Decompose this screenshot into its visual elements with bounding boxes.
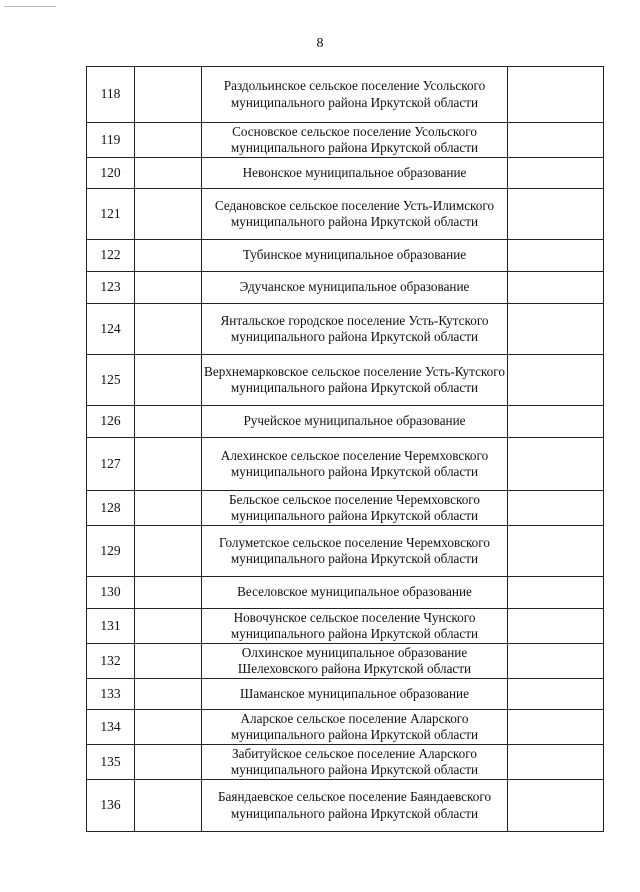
empty-cell bbox=[508, 491, 604, 526]
empty-cell bbox=[135, 406, 202, 438]
municipality-name: Янтальское городское поселение Усть-Кутского муниципального района Иркутской области bbox=[202, 304, 508, 355]
municipality-name: Сосновское сельское поселение Усольского муниципального района Иркутской области bbox=[202, 123, 508, 158]
municipality-name: Тубинское муниципальное образование bbox=[202, 240, 508, 272]
row-number: 120 bbox=[87, 158, 135, 189]
municipality-name: Шаманское муниципальное образование bbox=[202, 679, 508, 710]
empty-cell bbox=[508, 123, 604, 158]
municipality-name: Верхнемарковское сельское поселение Усть-Кутского муниципального района Иркутской области bbox=[202, 355, 508, 406]
row-number: 130 bbox=[87, 577, 135, 609]
table-row bbox=[87, 304, 604, 355]
top-edge-line bbox=[4, 6, 56, 7]
empty-cell bbox=[508, 644, 604, 679]
table-row bbox=[87, 240, 604, 272]
row-number: 129 bbox=[87, 526, 135, 577]
empty-cell bbox=[508, 189, 604, 240]
table-row bbox=[87, 123, 604, 158]
table-row bbox=[87, 438, 604, 491]
empty-cell bbox=[135, 272, 202, 304]
municipality-name: Седановское сельское поселение Усть-Илимского муниципального района Иркутской области bbox=[202, 189, 508, 240]
empty-cell bbox=[135, 780, 202, 832]
empty-cell bbox=[508, 780, 604, 832]
table-row bbox=[87, 355, 604, 406]
empty-cell bbox=[508, 526, 604, 577]
row-number: 126 bbox=[87, 406, 135, 438]
row-number: 131 bbox=[87, 609, 135, 644]
table-row bbox=[87, 272, 604, 304]
row-number: 118 bbox=[87, 67, 135, 123]
municipality-name: Новочунское сельское поселение Чунского муниципального района Иркутской области bbox=[202, 609, 508, 644]
table-row bbox=[87, 189, 604, 240]
empty-cell bbox=[508, 406, 604, 438]
empty-cell bbox=[508, 577, 604, 609]
empty-cell bbox=[135, 189, 202, 240]
empty-cell bbox=[508, 304, 604, 355]
empty-cell bbox=[135, 355, 202, 406]
table-row bbox=[87, 609, 604, 644]
municipality-name: Веселовское муниципальное образование bbox=[202, 577, 508, 609]
table-row bbox=[87, 158, 604, 189]
empty-cell bbox=[135, 609, 202, 644]
table-row bbox=[87, 745, 604, 780]
empty-cell bbox=[508, 158, 604, 189]
table-body bbox=[87, 67, 604, 832]
table-row bbox=[87, 679, 604, 710]
empty-cell bbox=[508, 745, 604, 780]
empty-cell bbox=[508, 355, 604, 406]
page-number: 8 bbox=[316, 36, 324, 51]
empty-cell bbox=[135, 710, 202, 745]
row-number: 135 bbox=[87, 745, 135, 780]
row-number: 122 bbox=[87, 240, 135, 272]
empty-cell bbox=[508, 272, 604, 304]
empty-cell bbox=[135, 577, 202, 609]
empty-cell bbox=[135, 745, 202, 780]
municipality-name: Голуметское сельское поселение Черемховского муниципального района Иркутской области bbox=[202, 526, 508, 577]
empty-cell bbox=[135, 491, 202, 526]
empty-cell bbox=[135, 123, 202, 158]
empty-cell bbox=[135, 438, 202, 491]
municipalities-table bbox=[86, 66, 604, 832]
row-number: 134 bbox=[87, 710, 135, 745]
row-number: 128 bbox=[87, 491, 135, 526]
municipality-name: Аларское сельское поселение Аларского муниципального района Иркутской области bbox=[202, 710, 508, 745]
empty-cell bbox=[508, 609, 604, 644]
empty-cell bbox=[135, 158, 202, 189]
row-number: 123 bbox=[87, 272, 135, 304]
empty-cell bbox=[135, 67, 202, 123]
table-row bbox=[87, 406, 604, 438]
municipality-name: Алехинское сельское поселение Черемховского муниципального района Иркутской области bbox=[202, 438, 508, 491]
table-row bbox=[87, 67, 604, 123]
table-row bbox=[87, 780, 604, 832]
row-number: 125 bbox=[87, 355, 135, 406]
empty-cell bbox=[508, 438, 604, 491]
row-number: 124 bbox=[87, 304, 135, 355]
row-number: 127 bbox=[87, 438, 135, 491]
empty-cell bbox=[508, 240, 604, 272]
municipality-name: Невонское муниципальное образование bbox=[202, 158, 508, 189]
table-row bbox=[87, 526, 604, 577]
table-row bbox=[87, 710, 604, 745]
municipality-name: Раздольинское сельское поселение Усольского муниципального района Иркутской области bbox=[202, 67, 508, 123]
row-number: 132 bbox=[87, 644, 135, 679]
municipality-name: Олхинское муниципальное образование Шелеховского района Иркутской области bbox=[202, 644, 508, 679]
row-number: 133 bbox=[87, 679, 135, 710]
empty-cell bbox=[508, 67, 604, 123]
table-row bbox=[87, 577, 604, 609]
row-number: 121 bbox=[87, 189, 135, 240]
empty-cell bbox=[135, 526, 202, 577]
municipality-name: Ручейское муниципальное образование bbox=[202, 406, 508, 438]
empty-cell bbox=[508, 710, 604, 745]
municipality-name: Эдучанское муниципальное образование bbox=[202, 272, 508, 304]
municipality-name: Забитуйское сельское поселение Аларского муниципального района Иркутской области bbox=[202, 745, 508, 780]
empty-cell bbox=[135, 240, 202, 272]
empty-cell bbox=[135, 679, 202, 710]
municipality-name: Бельское сельское поселение Черемховского муниципального района Иркутской области bbox=[202, 491, 508, 526]
row-number: 119 bbox=[87, 123, 135, 158]
empty-cell bbox=[508, 679, 604, 710]
table-row bbox=[87, 491, 604, 526]
empty-cell bbox=[135, 644, 202, 679]
empty-cell bbox=[135, 304, 202, 355]
table-row bbox=[87, 644, 604, 679]
row-number: 136 bbox=[87, 780, 135, 832]
municipality-name: Баяндаевское сельское поселение Баяндаевского муниципального района Иркутской области bbox=[202, 780, 508, 832]
